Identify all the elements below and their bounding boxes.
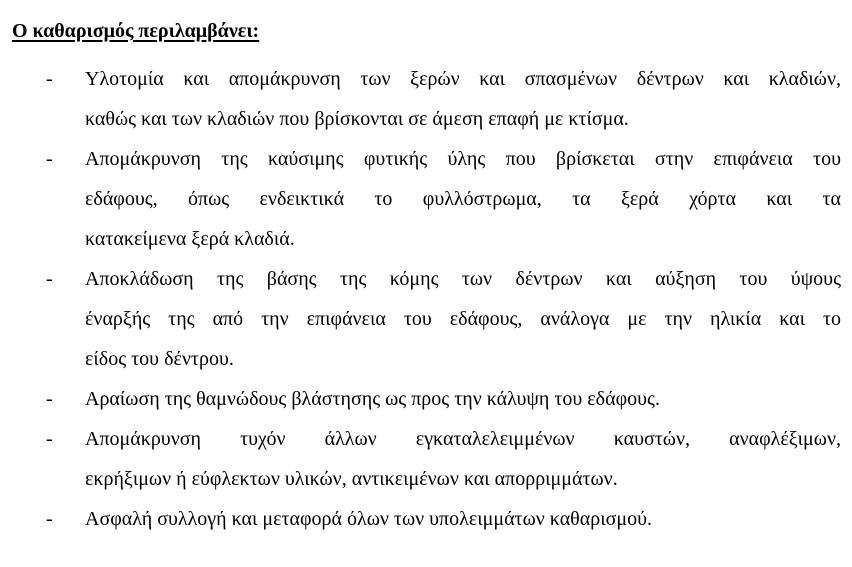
list-item-line: Υλοτομία και απομάκρυνση των ξερών και σπασμένων δέντρων και κλαδιών, (85, 68, 841, 90)
list-item (0, 139, 852, 259)
list-item-text (85, 259, 841, 379)
list-item-line: εδάφους, όπως ενδεικτικά το φυλλόστρωμα, τα ξερά χόρτα και τα (85, 188, 841, 210)
list-item-text (85, 139, 841, 259)
list-item (0, 419, 852, 499)
list-bullet: - (46, 508, 53, 530)
list-item (0, 259, 852, 379)
list-item-line: Απομάκρυνση της καύσιμης φυτικής ύλης που βρίσκεται στην επιφάνεια του (85, 148, 841, 170)
section-heading: Ο καθαρισμός περιλαμβάνει: (12, 20, 260, 42)
list-bullet: - (46, 148, 53, 170)
list-item-line: Αποκλάδωση της βάσης της κόμης των δέντρων και αύξηση του ύψους (85, 268, 841, 290)
list-item-text (85, 379, 841, 419)
list-bullet: - (46, 388, 53, 410)
list-item-line: καθώς και των κλαδιών που βρίσκονται σε άμεση επαφή με κτίσμα. (85, 108, 629, 130)
list-item (0, 499, 852, 539)
list-item-line: είδος του δέντρου. (85, 348, 234, 370)
list-bullet: - (46, 428, 53, 450)
list-item (0, 379, 852, 419)
list-item-text (85, 499, 841, 539)
list-bullet: - (46, 268, 53, 290)
list-bullet: - (46, 68, 53, 90)
list-item-line: Ασφαλή συλλογή και μεταφορά όλων των υπολειμμάτων καθαρισμού. (85, 508, 653, 530)
list-item-text (85, 59, 841, 139)
list-item-line: Απομάκρυνση τυχόν άλλων εγκαταλελειμμένων καυστών, αναφλέξιμων, (85, 428, 841, 450)
list-item-line: κατακείμενα ξερά κλαδιά. (85, 228, 295, 250)
list-item-line: έναρξής της από την επιφάνεια του εδάφους, ανάλογα με την ηλικία και το (85, 308, 841, 330)
cleanup-list (0, 59, 852, 539)
list-item-line: εκρήξιμων ή εύφλεκτων υλικών, αντικειμένων και απορριμμάτων. (85, 468, 618, 490)
list-item (0, 59, 852, 139)
list-item-text (85, 419, 841, 499)
list-item-line: Αραίωση της θαμνώδους βλάστησης ως προς την κάλυψη του εδάφους. (85, 388, 660, 410)
